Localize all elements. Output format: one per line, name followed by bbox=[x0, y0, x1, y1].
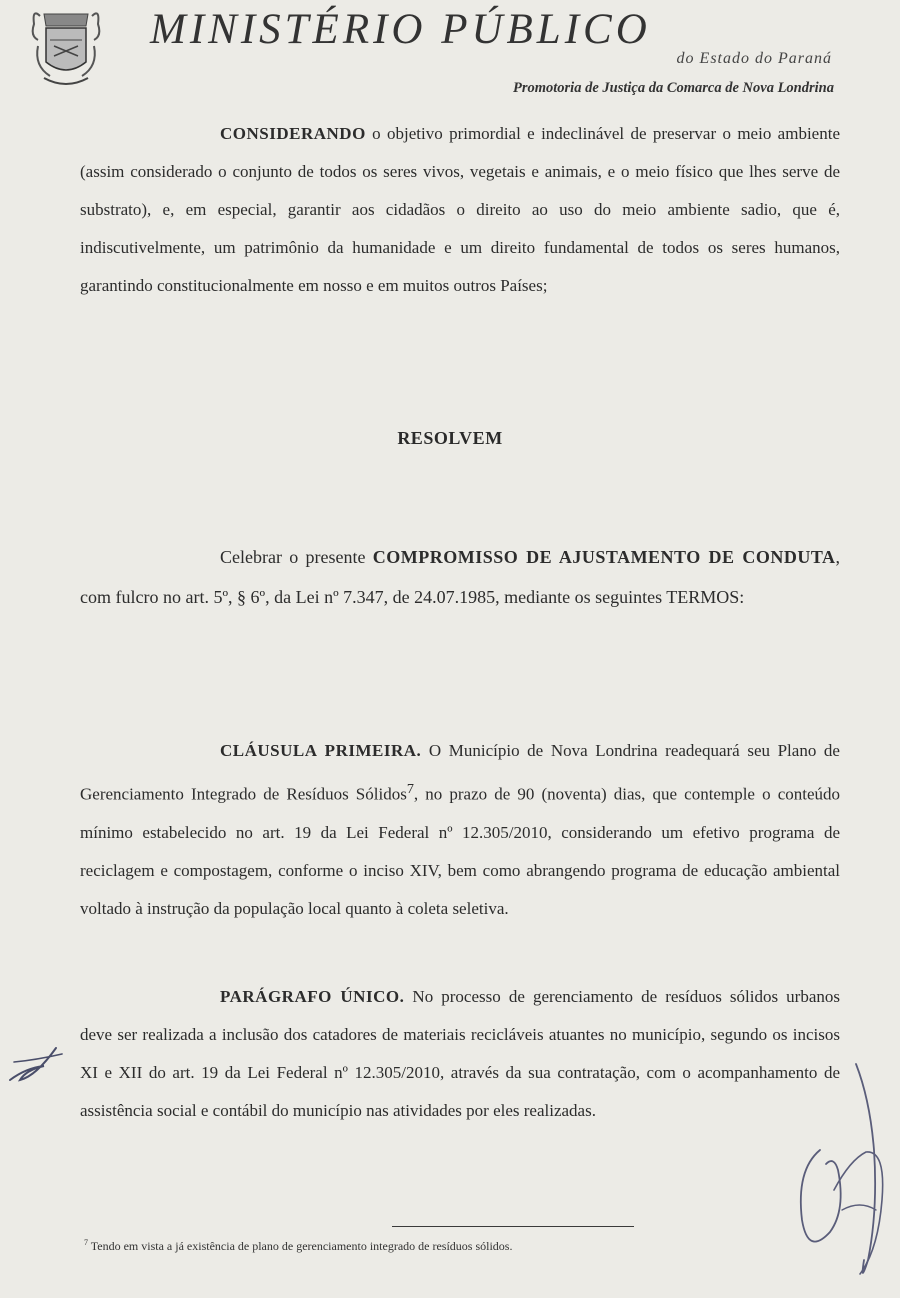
footnote-text: Tendo em vista a já existência de plano de gerenciamento integrado de resíduos sólidos. bbox=[88, 1239, 513, 1253]
header-subtitle: do Estado do Paraná bbox=[676, 50, 832, 67]
celebrar-post: , com fulcro no art. 5º, § 6º, da Lei nº 7.347, de 24.07.1985, mediante os seguintes TERMOS: bbox=[80, 547, 840, 607]
considerando-paragraph bbox=[80, 115, 840, 305]
clausula-text-b: , no prazo de 90 (noventa) dias, que contemple o conteúdo mínimo estabelecido no art. 19 da Lei Federal nº 12.305/2010, considerando um efetivo programa de reciclagem e compostagem, conforme o inciso XIV, bem como abrangendo programa de educação ambiental voltado à instrução da população local quanto à coleta seletiva. bbox=[80, 784, 841, 918]
celebrar-paragraph bbox=[80, 537, 840, 617]
paragrafo-lead: PARÁGRAFO ÚNICO. bbox=[220, 987, 405, 1006]
clausula-lead: CLÁUSULA PRIMEIRA. bbox=[220, 741, 422, 760]
signature-icon bbox=[790, 1060, 900, 1290]
considerando-text: o objetivo primordial e indeclinável de preservar o meio ambiente (assim considerado o conjunto de todos os seres vivos, vegetais e animais, e o meio físico que lhes serve de substrato), e, em especial, garantir aos cidadãos o direito ao uso do meio ambiente sadio, que é, indiscutivelmente, um patrimônio da humanidade e um direito fundamental de todos os seres humanos, garantindo constitucionalmente em nosso e em muitos outros Países; bbox=[80, 124, 840, 295]
handwritten-initial-icon bbox=[6, 1040, 66, 1086]
footnote-number: 7 bbox=[84, 1238, 88, 1247]
resolvem-heading: RESOLVEM bbox=[397, 428, 503, 448]
celebrar-pre: Celebrar o presente bbox=[220, 547, 373, 567]
coat-of-arms-icon bbox=[30, 6, 102, 92]
paragrafo-text: No processo de gerenciamento de resíduos sólidos urbanos deve ser realizada a inclusão dos catadores de materiais recicláveis atuantes no município, segundo os incisos XI e XII do art. 19 da Lei Federal nº 12.305/2010, através da sua contratação, com o acompanhamento de assistência social e contábil do município nas atividades por eles realizadas. bbox=[80, 987, 840, 1120]
footnote-reference: 7 bbox=[406, 781, 414, 797]
footnote bbox=[84, 1238, 844, 1254]
considerando-lead: CONSIDERANDO bbox=[220, 124, 366, 143]
header-title: MINISTÉRIO PÚBLICO bbox=[150, 6, 651, 53]
celebrar-bold: COMPROMISSO DE AJUSTAMENTO DE CONDUTA bbox=[372, 547, 836, 567]
clausula-primeira-paragraph bbox=[80, 732, 840, 928]
header-office: Promotoria de Justiça da Comarca de Nova Londrina bbox=[512, 80, 834, 96]
clausula-text-a: O Município de Nova Londrina readequará seu Plano de Gerenciamento Integrado de Resíduos Sólidos bbox=[80, 741, 840, 804]
paragrafo-unico-paragraph bbox=[80, 978, 840, 1130]
footnote-rule bbox=[392, 1226, 634, 1227]
